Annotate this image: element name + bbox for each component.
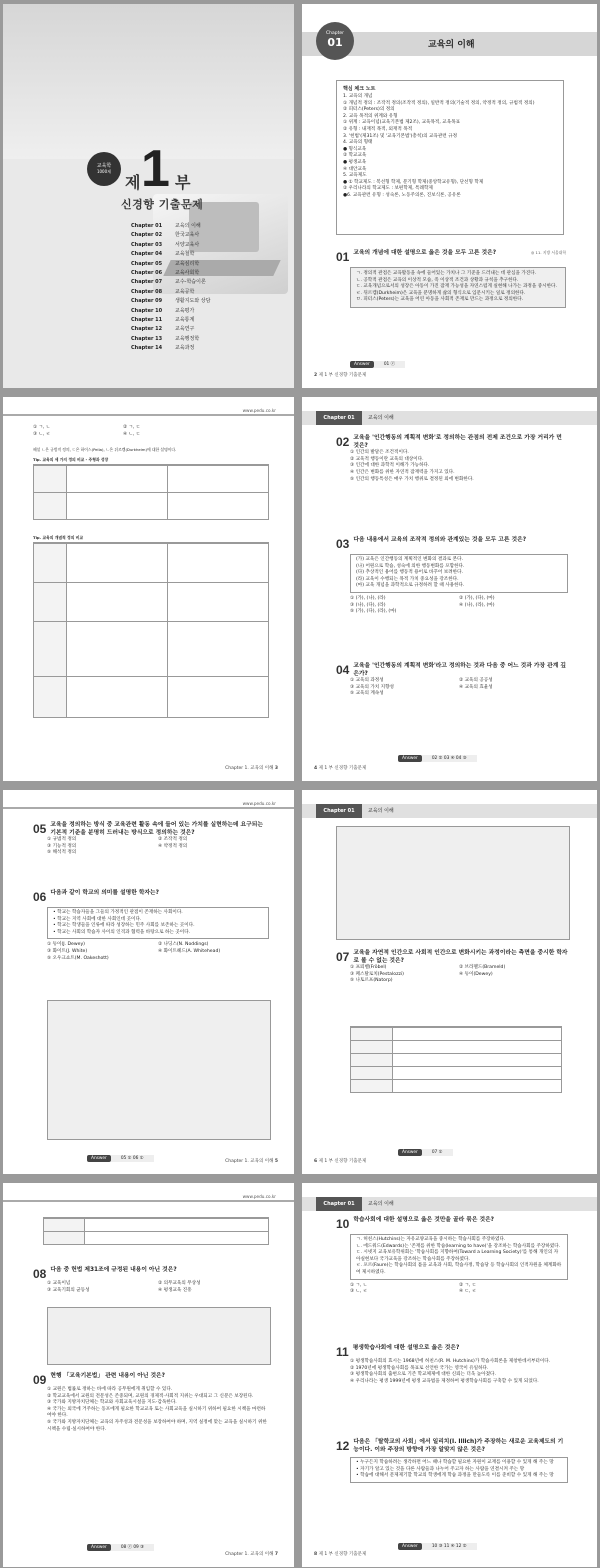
- answer-option: ③ 평생학습사회의 출현으로 기존 학교체제에 대한 신뢰는 더욱 높아졌다.: [350, 1372, 496, 1378]
- question-item: ㅁ. 피터스(Peters)는 교육을 어린 아동을 사회적 존재로 만드는 과정으로 정의한다.: [356, 297, 524, 303]
- review-heading: 핵심 체크 노트: [343, 86, 376, 92]
- question-08-text: 다음 중 헌법 제31조에 규정된 내용이 아닌 것은?: [50, 1267, 177, 1273]
- chapter-list-item: [131, 260, 261, 269]
- answer-option: ① (가), (나), (라): [350, 595, 386, 601]
- chapter-list-label: Chapter 02: [131, 232, 163, 239]
- question-03-options: [350, 596, 568, 616]
- question-item: ㄷ. 교육개념으로서의 성장은 아동이 가진 잠재 가능성을 자연스럽게 실현해 나가는 과정을 중시한다.: [356, 284, 557, 290]
- site-url: www.pedu.co.kr: [242, 1194, 276, 1199]
- question-11-text: 평생학습사회에 대한 설명으로 옳은 것은?: [352, 1345, 460, 1351]
- review-line: ② 우리나라의 학교제도 : 보편학제, 특례학제: [343, 186, 433, 192]
- answer-label: Answer: [398, 755, 422, 762]
- chapter-list-label: Chapter 13: [131, 335, 163, 342]
- answer-label: Answer: [398, 1149, 422, 1156]
- question-08: [33, 1267, 269, 1294]
- chapter-list-name: 생활지도와 상담: [175, 298, 211, 305]
- answer-label: Answer: [398, 1543, 422, 1550]
- site-url: www.pedu.co.kr: [242, 801, 276, 806]
- chapter-tag: Chapter 01: [316, 804, 362, 818]
- question-05-number: 05: [33, 822, 47, 836]
- chapter-list-name: 교육평가: [175, 307, 195, 314]
- cover-chapter-list: [131, 222, 261, 354]
- page-footer: [314, 1551, 366, 1557]
- question-03-items-box: [350, 554, 568, 593]
- answer-option: ② (가), (다), (마): [459, 595, 495, 601]
- answer-label: Answer: [87, 1155, 111, 1162]
- site-url: www.pedu.co.kr: [242, 408, 276, 413]
- question-item: ㄷ. 시넷지 교육보유학위회는 '학습사회를 지향하여(Toward a Learning Society)'를 통해 개인의 자아실현보다 국가교육을 강조하는 학습사회를 주장하였다.: [356, 1250, 559, 1262]
- review-line: 2. 교육 목적의 위계와 유형: [343, 113, 398, 119]
- page-number: 8: [314, 1552, 318, 1557]
- answer-label: Answer: [87, 1544, 111, 1551]
- answer-option: ③ 교육기회의 균등성: [47, 1287, 90, 1293]
- review-line: ② 피터스(Peters)의 정의: [343, 107, 395, 113]
- question-item: ㄴ. 에드워드(Edwards)는 '존재를 위한 학습(learning to have)'을 강조하는 학습사회를 주장하였다.: [356, 1243, 561, 1249]
- answer-option: ② ㄱ, ㄷ: [459, 1282, 477, 1288]
- review-line: ● ① 학교제도 : 복선형 학제, 분기형 학제(중앙학교유형), 단선형 학제: [343, 179, 484, 185]
- question-01-source: ◎ 11. 지방 서울대학: [531, 250, 566, 255]
- answer-option: ② 교육적 행동이란 교육의 대상이다.: [350, 456, 424, 462]
- question-item: ㄱ. 정의적 관점은 교육활동을 속에 들어있는 가치나 그 기준을 드러내는 데 관심을 가진다.: [356, 271, 537, 276]
- question-11: [336, 1345, 568, 1385]
- cover-page: [3, 4, 294, 388]
- cover-je: 제: [125, 175, 141, 192]
- question-item: (라) 교육이 수행되는 목적 가치 중요성을 강조한다.: [356, 576, 459, 582]
- chapter-list-name: 교육통계: [175, 317, 195, 324]
- question-01-number: 01: [336, 250, 350, 264]
- page-footer: [314, 1158, 366, 1164]
- question-item: (가) 교육은 인간행동의 계획적인 변화의 결과로 본다.: [356, 557, 463, 562]
- review-line: ④ 대안교육: [343, 166, 367, 172]
- chapter-circle-label: Chapter: [326, 31, 344, 36]
- chapter-list-item: [131, 297, 261, 306]
- page-7: [3, 1183, 294, 1567]
- answer-option: ② 학교교육에서 교원의 전문성은 존중되며, 교원의 경제적·사회적 지위는 우대되고 그 신분은 보장된다.: [47, 1393, 254, 1399]
- question-07-options: [350, 965, 568, 985]
- chapter-tag: Chapter 01: [316, 411, 362, 425]
- comparison-table-1: [33, 464, 269, 520]
- page-number: 4: [314, 766, 318, 771]
- chapter-list-label: Chapter 11: [131, 317, 163, 324]
- question-02-number: 02: [336, 435, 350, 449]
- review-box: [336, 80, 564, 235]
- chapter-list-item: [131, 316, 261, 325]
- comparison-table-3: [350, 1026, 562, 1093]
- answer-bar: [350, 350, 405, 369]
- answer-option: ② 조작적 정의: [158, 837, 188, 843]
- chapter-list-name: 교수-학습이론: [175, 279, 206, 286]
- question-05-options: [47, 837, 269, 857]
- answer-option: ① 프뢰벨(Fröbel): [350, 965, 387, 971]
- chapter-list-item: [131, 222, 261, 231]
- question-03-number: 03: [336, 537, 350, 551]
- answer-option: ① 교원은 법률로 정하는 바에 따라 공무원에게 취임할 수 있다.: [47, 1387, 173, 1392]
- review-line: ● 평생교육: [343, 159, 367, 165]
- page-footer-label: 제 1 부 신경향 기출문제: [318, 1552, 367, 1557]
- question-06: [33, 890, 269, 962]
- answer-value: 08 ⓔ 09 ③: [111, 1544, 154, 1551]
- answer-option: ③ 화이트(J. White): [47, 948, 88, 954]
- question-04: [336, 663, 568, 698]
- question-04-options: [350, 678, 568, 698]
- chapter-list-item: [131, 269, 261, 278]
- review-line: 3. '헌법'(제31조) 및 '교육기본법'(총칙)의 교육관련 규정: [343, 133, 458, 139]
- review-line: 4. 교육의 형태: [343, 140, 373, 146]
- chapter-list-name: 한국교육사: [175, 232, 200, 239]
- question-01: [336, 250, 566, 308]
- answer-option: ④ 우리나라는 평생 1999년에 평생 교육법을 제정하여 평생학습사회를 구축할 수 있게 되었다.: [350, 1378, 539, 1384]
- page-footer: [225, 765, 278, 771]
- question-06-items-box: [47, 907, 269, 939]
- answer-bar: [87, 1533, 154, 1552]
- chapter-list-name: 교육의 이해: [175, 223, 201, 229]
- question-06-text: 다음과 같이 학교의 의미를 설명한 학자는?: [50, 890, 160, 896]
- answer-value: 01 ⓔ: [374, 361, 405, 368]
- cover-top-band: [3, 4, 294, 159]
- question-item: ㄱ. 허친스(Hutchins)는 자유교양교육을 중시하는 학습사회를 주장하였다.: [356, 1237, 506, 1242]
- review-line: 1. 교육의 개념: [343, 94, 373, 99]
- answer-option: ④ ㄷ, ㄹ: [459, 1289, 477, 1295]
- chapter-circle: [316, 22, 354, 60]
- page-footer-label: 제 1 부 신경향 기출문제: [318, 766, 367, 771]
- review-line: ● 형식교육: [343, 146, 367, 152]
- question-03: [336, 537, 568, 616]
- chapter-bar-title: 교육의 이해: [368, 1201, 394, 1207]
- question-07-text: 교육을 자연적 인간으로 사회적 인간으로 변화시키는 과정이라는 측면을 중시한 학자로 볼 수 없는 것은?: [353, 950, 568, 964]
- question-11-number: 11: [336, 1345, 349, 1359]
- answer-option: ④ 화이트헤드(A. Whitehead): [158, 948, 221, 954]
- cover-badge-line1: 교육학: [96, 163, 112, 169]
- chapter-list-name: 교육연구: [175, 326, 195, 333]
- chapter-list-name: 교육철학: [175, 251, 195, 258]
- page-8: [302, 1183, 597, 1567]
- answer-option: ⑤ (가), (다), (라), (마): [350, 609, 397, 615]
- question-01-text: 교육의 개념에 대한 설명으로 옳은 것을 모두 고른 것은?: [353, 250, 497, 256]
- question-01-items-box: [350, 267, 566, 308]
- chapter-title: 교육의 이해: [428, 40, 475, 50]
- review-list: [343, 94, 557, 200]
- answer-option: ③ (나), (다), (라): [350, 602, 386, 608]
- chapter-list-label: Chapter 04: [131, 251, 163, 258]
- question-item: • 학교는 지역 사회에 대한 사회인데 곳이다.: [53, 916, 142, 922]
- chapter-bar-title: 교육의 이해: [368, 808, 394, 814]
- question-10-text: 학습사회에 대한 설명으로 옳은 것만을 골라 묶은 것은?: [353, 1217, 495, 1223]
- question-10-number: 10: [336, 1217, 350, 1231]
- question-item: ㄹ. 뒤르켐(Durkheim)은 교육을 분명하게 삶의 형식으로 입문시키는 일로 정의한다.: [356, 290, 526, 296]
- comparison-table-2: [33, 542, 269, 718]
- explanation: 해설 ㄴ은 규범적 정의, ㄷ은 하이스(Pelia), ㄴ은 뒤르켐(Durkheim)에 대한 설명이다.: [33, 447, 177, 452]
- answer-option: ① 규범적 정의: [47, 837, 77, 843]
- question-09-options: [47, 1387, 269, 1433]
- question-07-number: 07: [336, 950, 350, 964]
- review-line: ●6. 교육관련 유형 : 성숙론, 노동주의론, 진보식론, 공유론: [343, 192, 461, 198]
- question-item: (나) 어원으로 학습, 성숙에 의한 행동변화를 포함한다.: [356, 563, 465, 569]
- page-footer-label: 제 1 부 신경향 기출문제: [318, 373, 367, 378]
- chapter-circle-number: 01: [327, 36, 343, 49]
- answer-option: ① 교육이념: [47, 1281, 71, 1286]
- chapter-list-label: Chapter 09: [131, 298, 163, 305]
- chapter-list-name: 교육사회학: [175, 270, 200, 277]
- answer-option: ③ 기능적 정의: [47, 843, 77, 849]
- explanation-box: [47, 1000, 271, 1140]
- answer-option: ④ 인간은 변화를 위한 자연적 잠재력을 가지고 있다.: [350, 469, 455, 475]
- review-line: ① 개념적 정의 : 조작적 정의(조작적 정의), 일반적 정의(기술적 정의, 약정적 정의, 규범적 정의): [343, 100, 535, 106]
- chapter-list-item: [131, 307, 261, 316]
- answer-value: 07 ①: [422, 1149, 453, 1156]
- chapter-list-item: [131, 288, 261, 297]
- chapter-list-label: Chapter 08: [131, 288, 163, 295]
- chapter-tag: Chapter 01: [316, 1197, 362, 1211]
- answer-option: ① 교육의 과정성: [350, 678, 384, 684]
- answer-bar: [398, 744, 477, 763]
- answer-value: 05 ① 06 ①: [111, 1155, 154, 1162]
- chapter-list-name: 서양교육사: [175, 241, 200, 248]
- cover-badge: [87, 152, 121, 186]
- page-number: 6: [314, 1159, 318, 1164]
- page-footer: [225, 1158, 278, 1164]
- chapter-list-label: Chapter 05: [131, 260, 163, 267]
- chapter-list-item: [131, 278, 261, 287]
- chapter-list-label: Chapter 14: [131, 345, 163, 352]
- answer-value: 10 ③ 11 ④ 12 ②: [422, 1543, 477, 1550]
- answer-option: ⑤ 나토르프(Natorp): [350, 978, 393, 984]
- question-10: [336, 1217, 568, 1296]
- question-item: ㄹ. 포르(Faure)는 학습사회의 틀을 교육과 사회, 학습사정, 학습당 등 학습사회의 인적자원을 체계화하여 제시하였다.: [356, 1263, 562, 1275]
- question-05: [33, 822, 269, 857]
- answer-option: ④ 듀이(Dewey): [459, 971, 493, 977]
- question-10-items-box: [350, 1234, 568, 1280]
- chapter-list-item: [131, 325, 261, 334]
- answer-option: ⑤ 해석적 정의: [47, 850, 77, 856]
- answer-option: ③ ㄴ, ㄹ: [350, 1289, 368, 1295]
- question-11-options: [350, 1359, 568, 1385]
- chapter-list-name: 교육과정: [175, 345, 195, 352]
- chapter-list-item: [131, 344, 261, 353]
- cover-part-number: 1: [141, 140, 170, 198]
- chapter-list-item: [131, 231, 261, 240]
- chapter-list-label: Chapter 12: [131, 326, 163, 333]
- answer-option: ④ 국가는 외국에 거주하는 동포에게 필요한 학교교육 또는 사회교육을 실시하기 위하여 필요한 시책을 마련하여야 한다.: [47, 1406, 266, 1419]
- comparison-table-4: [43, 1217, 269, 1245]
- question-02-text: 교육을 '인간행동의 계획적 변화'로 정의하는 관점의 전제 조건으로 가장 거리가 먼 것은?: [353, 435, 562, 449]
- answer-option: ② 나딩스(N. Noddings): [158, 942, 209, 948]
- answer-option: ① ㄱ, ㄴ: [350, 1282, 368, 1288]
- question-item: • 학습에 대해서 문제제기할 학교의 학생에게 학습 과정을 만들도록 이를 준비할 수 있게 해 주는 망: [356, 1473, 554, 1479]
- answer-label: Answer: [350, 361, 374, 368]
- question-item: • 학교는 학습자들을 그들의 가정적인 관점이 존재하는 사회이다.: [53, 910, 183, 915]
- page-footer: [314, 765, 366, 771]
- page-2: [302, 4, 597, 388]
- question-10-options: [350, 1283, 568, 1296]
- question-12: [336, 1439, 568, 1486]
- chapter-list-item: [131, 241, 261, 250]
- page-5: [3, 790, 294, 1174]
- chapter-list-label: Chapter 01: [131, 223, 163, 229]
- answer-option: ③ 인간에 대한 과학적 이해가 가능하다.: [350, 463, 430, 469]
- question-item: (다) 추상적인 용어를 행동적 용어로 바꾸어 보려한다.: [356, 570, 463, 576]
- answer-option: ③ 페스탈로치(Pestalozzi): [350, 971, 404, 977]
- answer-option: ① 평생학습사회의 효시는 1968년에 허친스(R. M. Hutchins)가 학습사회론을 제창한데서부터이다.: [350, 1359, 551, 1364]
- chapter-list-name: 교육심리학: [175, 260, 200, 267]
- question-04-text: 교육을 '인간행동의 계획적 변화'라고 정의하는 것과 다음 중 어느 것과 가장 관계 깊은가?: [353, 663, 566, 677]
- header-rule: [3, 1200, 294, 1202]
- page-footer: [314, 372, 366, 378]
- page-number: 7: [274, 1552, 278, 1557]
- page-6: [302, 790, 597, 1174]
- answer-bar: [87, 1144, 154, 1163]
- answer-option: ⑤ 인간의 행동특성은 매우 가치 행위로 결정된 외에 변화한다.: [350, 476, 474, 482]
- page-number: 5: [274, 1159, 278, 1164]
- explanation-box-continued: [336, 826, 570, 940]
- question-08-number: 08: [33, 1267, 47, 1281]
- answer-option: ③ 국가와 지방자치단체는 학교와 사회교육시설을 지도·감독한다.: [47, 1400, 177, 1406]
- page-number: 3: [274, 766, 278, 771]
- question-12-number: 12: [336, 1439, 350, 1453]
- page-footer: [225, 1551, 278, 1557]
- chapter-list-label: Chapter 06: [131, 270, 163, 277]
- answer-option: ② ㄱ, ㄷ: [123, 425, 141, 430]
- chapter-list-item: [131, 335, 261, 344]
- answer-option: ⑤ 국가와 지방자치단체는 교육의 자주성과 전문성을 보장하여야 하며, 지역 실정에 맞는 교육을 실시하기 위한 시책을 수립·실시하여야 한다.: [47, 1419, 267, 1432]
- page-footer-label: Chapter 1. 교육의 이해: [225, 1159, 274, 1164]
- chapter-list-label: Chapter 03: [131, 241, 163, 248]
- answer-options: [33, 425, 213, 438]
- explanation-box: [47, 1307, 271, 1365]
- chapter-bar-title: 교육의 이해: [368, 415, 394, 421]
- question-09-number: 09: [33, 1373, 47, 1387]
- page-footer-label: Chapter 1. 교육의 이해: [225, 766, 274, 771]
- answer-option: ① 듀이(J. Dewey): [47, 942, 85, 948]
- answer-option: ④ 교육의 효율성: [459, 684, 493, 690]
- answer-bar: [398, 1532, 477, 1551]
- question-12-items-box: [350, 1457, 568, 1483]
- review-line: ② 학교교육: [343, 153, 367, 159]
- answer-option: ⑤ 오우크쇼트(M. Oakeshott): [47, 955, 109, 961]
- question-04-number: 04: [336, 663, 350, 677]
- question-03-text: 다음 내용에서 교육의 조작적 정의와 관계있는 것을 모두 고른 것은?: [353, 537, 527, 543]
- answer-option: ② 교육의 공공성: [459, 678, 493, 684]
- tip-heading-1: Tip. 교육의 세 가지 정의 비교 - 주형과 성장: [33, 457, 109, 462]
- answer-option: ② 브라멜드(Brameld): [459, 965, 506, 971]
- cover-badge-line2: 1000제: [96, 169, 112, 174]
- question-12-text: 다음은 「탈학교의 사회」에서 일리치(I. Illich)가 주장하는 새로운 교육제도의 기능이다. 이와 주장의 방향에 가장 알맞지 않은 것은?: [353, 1439, 564, 1453]
- answer-option: ④ 평생교육 진흥: [158, 1287, 192, 1293]
- tip-heading-2: Tip. 교육의 개념적 정의 비교: [33, 535, 84, 540]
- question-item: • 학교는 사회의 학습자 사이의 인격과 협력을 바탕으로 하는 곳이다.: [53, 929, 191, 935]
- answer-option: ③ 교육의 가치 지향성: [350, 684, 395, 690]
- answer-option: ④ ㄴ, ㄷ: [123, 431, 141, 437]
- review-line: 5. 교육제도: [343, 173, 367, 179]
- page-footer-label: Chapter 1. 교육의 이해: [225, 1552, 274, 1557]
- answer-value: 02 ② 03 ④ 04 ⑤: [422, 755, 477, 762]
- header-rule: [3, 414, 294, 416]
- answer-option: ① ㄱ, ㄴ: [33, 425, 51, 430]
- answer-option: ④ (나), (라), (마): [459, 602, 495, 608]
- question-02: [336, 435, 568, 483]
- answer-option: ④ 약정적 정의: [158, 843, 188, 849]
- question-08-options: [47, 1281, 269, 1294]
- chapter-list-name: 교육공학: [175, 288, 195, 295]
- chapter-list-label: Chapter 07: [131, 279, 163, 286]
- header-rule: [3, 807, 294, 809]
- question-06-options: [47, 942, 269, 962]
- question-item: • 학교는 학생들을 인류에 따라 성장하는 민주 사회를 보존하는 곳이다.: [53, 923, 195, 929]
- chapter-list-name: 교육행정학: [175, 335, 200, 342]
- question-07: [336, 950, 568, 985]
- cover-subtitle: 신경향 기출문제: [121, 198, 204, 211]
- question-09-text: 현행 「교육기본법」 관련 내용이 아닌 것은?: [50, 1373, 166, 1379]
- question-02-options: [350, 450, 568, 483]
- answer-option: ③ ㄴ, ㄹ: [33, 431, 51, 437]
- cover-bu: 부: [175, 175, 191, 192]
- question-item: ㄴ. 공학적 관점은 교육의 이상적 모습, 즉 이상적 조건과 상황과 규칙을 추구한다.: [356, 277, 519, 283]
- question-item: • 자기가 알고 있는 것을 다른 사람들과 나누어 주고자 하는 사람을 연결시켜 주는 망: [356, 1466, 525, 1472]
- question-05-text: 교육을 정의하는 방식 중 교육관련 활동 속에 들어 있는 가치를 실현하는데 요구되는 기본적 기준을 분명히 드러내는 방식으로 정의하는 것은?: [50, 822, 263, 836]
- answer-option: ② 1970년에 평생학습사회를 목표로 선언한 국가는 영국이 유일하다.: [350, 1365, 489, 1371]
- question-09: [33, 1373, 269, 1433]
- question-item: (마) 교육 개념을 과학적으로 규정하려 할 때 사용한다.: [356, 583, 465, 589]
- answer-option: ① 인간의 발달은 조건적이다.: [350, 450, 409, 456]
- chapter-list-item: [131, 250, 261, 259]
- review-line: ① 위계 : 교육이념(교육기본법 제2조), 교육목적, 교육목표: [343, 120, 461, 126]
- review-line: ② 유형 : 내재적 목적, 외재적 목적: [343, 126, 413, 132]
- answer-bar: [398, 1138, 453, 1157]
- page-footer-label: 제 1 부 신경향 기출문제: [318, 1159, 367, 1164]
- question-06-number: 06: [33, 890, 47, 904]
- page-3: [3, 397, 294, 781]
- question-item: • 누구든지 학습하려는 생각하면 어느 때나 학습할 필요한 자원이 교재를 이용할 수 있게 해 주는 망: [356, 1460, 554, 1466]
- answer-option: ⑤ 교육의 계속성: [350, 691, 384, 697]
- page-4: [302, 397, 597, 781]
- chapter-list-label: Chapter 10: [131, 307, 163, 314]
- page-number: 2: [314, 373, 318, 378]
- answer-option: ② 의무교육의 무상성: [158, 1281, 201, 1286]
